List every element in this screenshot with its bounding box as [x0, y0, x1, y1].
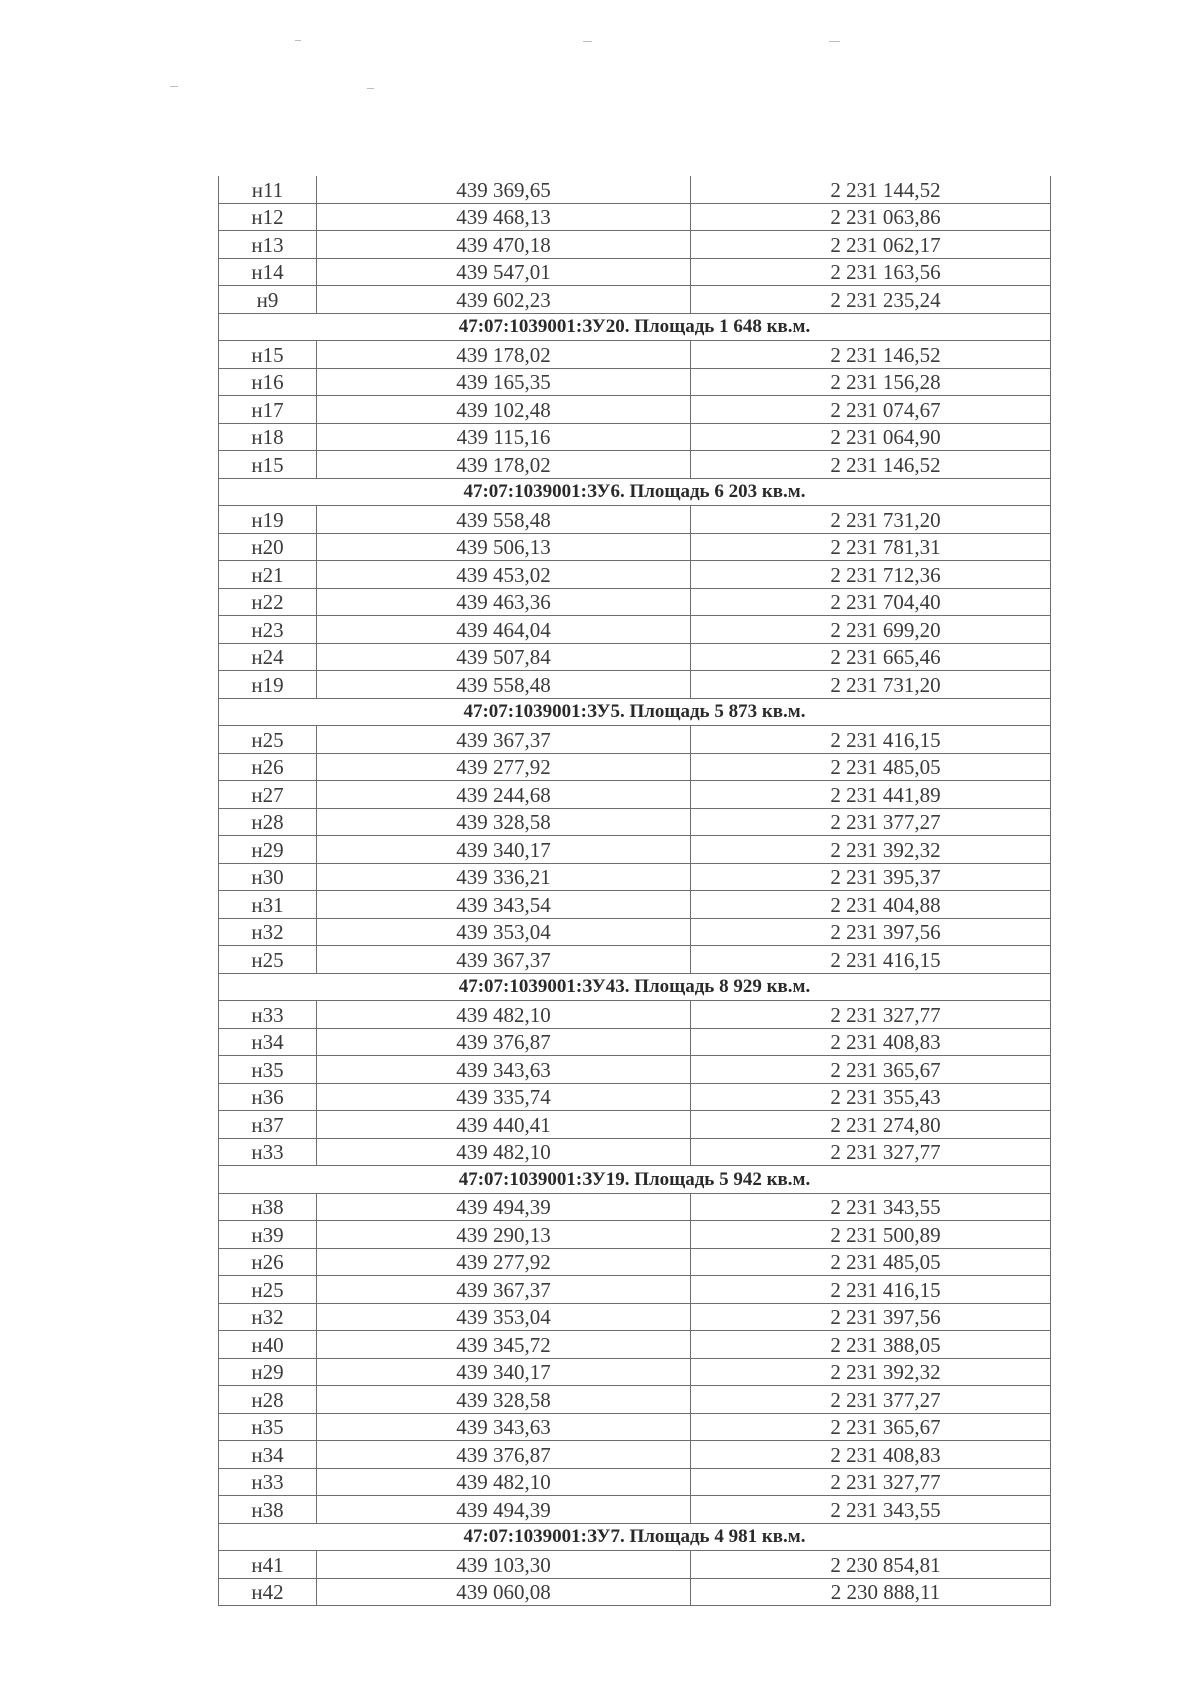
- x-coordinate-cell: 439 102,48: [317, 396, 691, 424]
- y-coordinate-cell: 2 231 408,83: [691, 1028, 1051, 1056]
- x-coordinate-cell: 439 558,48: [317, 671, 691, 699]
- table-row: [219, 1193, 1051, 1221]
- y-coordinate-cell: 2 231 365,67: [691, 1413, 1051, 1441]
- y-coordinate-cell: 2 231 485,05: [691, 1248, 1051, 1276]
- y-coordinate-cell: 2 231 163,56: [691, 258, 1051, 286]
- point-name-cell: н15: [219, 341, 317, 369]
- point-name-cell: н19: [219, 671, 317, 699]
- point-name-cell: н23: [219, 616, 317, 644]
- table-row: [219, 341, 1051, 369]
- point-name-cell: н29: [219, 836, 317, 864]
- point-name-cell: н15: [219, 451, 317, 479]
- y-coordinate-cell: 2 231 731,20: [691, 671, 1051, 699]
- point-name-cell: н38: [219, 1193, 317, 1221]
- y-coordinate-cell: 2 231 397,56: [691, 1303, 1051, 1331]
- x-coordinate-cell: 439 244,68: [317, 781, 691, 809]
- table-row: [219, 1221, 1051, 1249]
- point-name-cell: н33: [219, 1001, 317, 1029]
- point-name-cell: н41: [219, 1551, 317, 1579]
- x-coordinate-cell: 439 468,13: [317, 203, 691, 231]
- coordinates-table-container: [218, 176, 1050, 1606]
- x-coordinate-cell: 439 165,35: [317, 368, 691, 396]
- x-coordinate-cell: 439 336,21: [317, 863, 691, 891]
- x-coordinate-cell: 439 602,23: [317, 286, 691, 314]
- table-row: [219, 368, 1051, 396]
- section-header-row: [219, 973, 1051, 1001]
- x-coordinate-cell: 439 494,39: [317, 1193, 691, 1221]
- table-row: [219, 506, 1051, 534]
- table-row: [219, 286, 1051, 314]
- y-coordinate-cell: 2 231 781,31: [691, 533, 1051, 561]
- y-coordinate-cell: 2 231 365,67: [691, 1056, 1051, 1084]
- table-row: [219, 1138, 1051, 1166]
- table-row: [219, 1413, 1051, 1441]
- point-name-cell: н9: [219, 286, 317, 314]
- x-coordinate-cell: 439 340,17: [317, 836, 691, 864]
- x-coordinate-cell: 439 376,87: [317, 1028, 691, 1056]
- table-row: [219, 1496, 1051, 1524]
- x-coordinate-cell: 439 494,39: [317, 1496, 691, 1524]
- point-name-cell: н17: [219, 396, 317, 424]
- point-name-cell: н12: [219, 203, 317, 231]
- y-coordinate-cell: 2 231 416,15: [691, 726, 1051, 754]
- y-coordinate-cell: 2 231 063,86: [691, 203, 1051, 231]
- point-name-cell: н32: [219, 918, 317, 946]
- x-coordinate-cell: 439 367,37: [317, 1276, 691, 1304]
- y-coordinate-cell: 2 231 064,90: [691, 423, 1051, 451]
- y-coordinate-cell: 2 231 062,17: [691, 231, 1051, 259]
- table-row: [219, 423, 1051, 451]
- point-name-cell: н20: [219, 533, 317, 561]
- y-coordinate-cell: 2 231 377,27: [691, 1386, 1051, 1414]
- y-coordinate-cell: 2 231 156,28: [691, 368, 1051, 396]
- scan-mark: [170, 86, 178, 87]
- table-row: [219, 1358, 1051, 1386]
- table-row: [219, 1551, 1051, 1579]
- table-row: [219, 891, 1051, 919]
- point-name-cell: н22: [219, 588, 317, 616]
- table-row: [219, 1578, 1051, 1606]
- table-row: [219, 1248, 1051, 1276]
- y-coordinate-cell: 2 231 416,15: [691, 946, 1051, 974]
- section-title: 47:07:1039001:ЗУ20. Площадь 1 648 кв.м.: [219, 313, 1051, 341]
- table-row: [219, 561, 1051, 589]
- y-coordinate-cell: 2 231 146,52: [691, 451, 1051, 479]
- table-row: [219, 176, 1051, 203]
- point-name-cell: н40: [219, 1331, 317, 1359]
- y-coordinate-cell: 2 231 408,83: [691, 1441, 1051, 1469]
- y-coordinate-cell: 2 231 441,89: [691, 781, 1051, 809]
- y-coordinate-cell: 2 231 146,52: [691, 341, 1051, 369]
- table-row: [219, 1056, 1051, 1084]
- x-coordinate-cell: 439 376,87: [317, 1441, 691, 1469]
- x-coordinate-cell: 439 178,02: [317, 341, 691, 369]
- y-coordinate-cell: 2 230 854,81: [691, 1551, 1051, 1579]
- x-coordinate-cell: 439 507,84: [317, 643, 691, 671]
- x-coordinate-cell: 439 367,37: [317, 946, 691, 974]
- scan-mark: [583, 41, 592, 42]
- point-name-cell: н11: [219, 176, 317, 203]
- y-coordinate-cell: 2 231 343,55: [691, 1193, 1051, 1221]
- scan-mark: [829, 41, 840, 42]
- table-row: [219, 1386, 1051, 1414]
- table-row: [219, 258, 1051, 286]
- point-name-cell: н34: [219, 1441, 317, 1469]
- x-coordinate-cell: 439 328,58: [317, 1386, 691, 1414]
- x-coordinate-cell: 439 482,10: [317, 1468, 691, 1496]
- table-row: [219, 1028, 1051, 1056]
- y-coordinate-cell: 2 231 343,55: [691, 1496, 1051, 1524]
- y-coordinate-cell: 2 231 397,56: [691, 918, 1051, 946]
- table-row: [219, 1468, 1051, 1496]
- table-row: [219, 918, 1051, 946]
- point-name-cell: н18: [219, 423, 317, 451]
- section-header-row: [219, 698, 1051, 726]
- y-coordinate-cell: 2 231 392,32: [691, 1358, 1051, 1386]
- point-name-cell: н35: [219, 1056, 317, 1084]
- point-name-cell: н26: [219, 1248, 317, 1276]
- x-coordinate-cell: 439 353,04: [317, 1303, 691, 1331]
- x-coordinate-cell: 439 558,48: [317, 506, 691, 534]
- x-coordinate-cell: 439 343,54: [317, 891, 691, 919]
- section-title: 47:07:1039001:ЗУ19. Площадь 5 942 кв.м.: [219, 1166, 1051, 1194]
- section-header-row: [219, 478, 1051, 506]
- point-name-cell: н27: [219, 781, 317, 809]
- y-coordinate-cell: 2 231 731,20: [691, 506, 1051, 534]
- table-row: [219, 671, 1051, 699]
- point-name-cell: н25: [219, 726, 317, 754]
- x-coordinate-cell: 439 277,92: [317, 1248, 691, 1276]
- point-name-cell: н38: [219, 1496, 317, 1524]
- section-header-row: [219, 1523, 1051, 1551]
- y-coordinate-cell: 2 231 327,77: [691, 1001, 1051, 1029]
- table-row: [219, 1441, 1051, 1469]
- x-coordinate-cell: 439 343,63: [317, 1413, 691, 1441]
- point-name-cell: н25: [219, 1276, 317, 1304]
- y-coordinate-cell: 2 231 392,32: [691, 836, 1051, 864]
- table-row: [219, 726, 1051, 754]
- x-coordinate-cell: 439 440,41: [317, 1111, 691, 1139]
- y-coordinate-cell: 2 231 327,77: [691, 1138, 1051, 1166]
- point-name-cell: н29: [219, 1358, 317, 1386]
- table-row: [219, 203, 1051, 231]
- y-coordinate-cell: 2 231 274,80: [691, 1111, 1051, 1139]
- point-name-cell: н35: [219, 1413, 317, 1441]
- y-coordinate-cell: 2 231 404,88: [691, 891, 1051, 919]
- table-row: [219, 643, 1051, 671]
- y-coordinate-cell: 2 231 235,24: [691, 286, 1051, 314]
- y-coordinate-cell: 2 231 355,43: [691, 1083, 1051, 1111]
- coordinates-table: [218, 176, 1051, 1606]
- y-coordinate-cell: 2 230 888,11: [691, 1578, 1051, 1606]
- x-coordinate-cell: 439 369,65: [317, 176, 691, 203]
- table-row: [219, 451, 1051, 479]
- x-coordinate-cell: 439 464,04: [317, 616, 691, 644]
- section-header-row: [219, 313, 1051, 341]
- point-name-cell: н32: [219, 1303, 317, 1331]
- table-row: [219, 863, 1051, 891]
- point-name-cell: н33: [219, 1468, 317, 1496]
- y-coordinate-cell: 2 231 665,46: [691, 643, 1051, 671]
- point-name-cell: н21: [219, 561, 317, 589]
- point-name-cell: н13: [219, 231, 317, 259]
- y-coordinate-cell: 2 231 500,89: [691, 1221, 1051, 1249]
- table-row: [219, 808, 1051, 836]
- y-coordinate-cell: 2 231 377,27: [691, 808, 1051, 836]
- y-coordinate-cell: 2 231 699,20: [691, 616, 1051, 644]
- x-coordinate-cell: 439 547,01: [317, 258, 691, 286]
- x-coordinate-cell: 439 367,37: [317, 726, 691, 754]
- x-coordinate-cell: 439 290,13: [317, 1221, 691, 1249]
- scan-mark: [295, 40, 301, 41]
- x-coordinate-cell: 439 340,17: [317, 1358, 691, 1386]
- y-coordinate-cell: 2 231 485,05: [691, 753, 1051, 781]
- y-coordinate-cell: 2 231 712,36: [691, 561, 1051, 589]
- table-row: [219, 588, 1051, 616]
- point-name-cell: н26: [219, 753, 317, 781]
- point-name-cell: н24: [219, 643, 317, 671]
- section-title: 47:07:1039001:ЗУ43. Площадь 8 929 кв.м.: [219, 973, 1051, 1001]
- x-coordinate-cell: 439 482,10: [317, 1001, 691, 1029]
- point-name-cell: н30: [219, 863, 317, 891]
- x-coordinate-cell: 439 453,02: [317, 561, 691, 589]
- point-name-cell: н28: [219, 1386, 317, 1414]
- x-coordinate-cell: 439 115,16: [317, 423, 691, 451]
- y-coordinate-cell: 2 231 327,77: [691, 1468, 1051, 1496]
- point-name-cell: н16: [219, 368, 317, 396]
- point-name-cell: н19: [219, 506, 317, 534]
- x-coordinate-cell: 439 343,63: [317, 1056, 691, 1084]
- point-name-cell: н36: [219, 1083, 317, 1111]
- table-row: [219, 946, 1051, 974]
- y-coordinate-cell: 2 231 074,67: [691, 396, 1051, 424]
- x-coordinate-cell: 439 060,08: [317, 1578, 691, 1606]
- table-row: [219, 1276, 1051, 1304]
- y-coordinate-cell: 2 231 144,52: [691, 176, 1051, 203]
- section-header-row: [219, 1166, 1051, 1194]
- section-title: 47:07:1039001:ЗУ5. Площадь 5 873 кв.м.: [219, 698, 1051, 726]
- y-coordinate-cell: 2 231 395,37: [691, 863, 1051, 891]
- x-coordinate-cell: 439 470,18: [317, 231, 691, 259]
- point-name-cell: н25: [219, 946, 317, 974]
- point-name-cell: н34: [219, 1028, 317, 1056]
- table-row: [219, 231, 1051, 259]
- table-row: [219, 616, 1051, 644]
- table-row: [219, 1001, 1051, 1029]
- table-row: [219, 781, 1051, 809]
- point-name-cell: н31: [219, 891, 317, 919]
- section-title: 47:07:1039001:ЗУ6. Площадь 6 203 кв.м.: [219, 478, 1051, 506]
- table-row: [219, 1111, 1051, 1139]
- x-coordinate-cell: 439 335,74: [317, 1083, 691, 1111]
- table-row: [219, 753, 1051, 781]
- table-row: [219, 836, 1051, 864]
- x-coordinate-cell: 439 103,30: [317, 1551, 691, 1579]
- x-coordinate-cell: 439 353,04: [317, 918, 691, 946]
- x-coordinate-cell: 439 506,13: [317, 533, 691, 561]
- x-coordinate-cell: 439 482,10: [317, 1138, 691, 1166]
- point-name-cell: н37: [219, 1111, 317, 1139]
- y-coordinate-cell: 2 231 704,40: [691, 588, 1051, 616]
- point-name-cell: н33: [219, 1138, 317, 1166]
- point-name-cell: н42: [219, 1578, 317, 1606]
- point-name-cell: н14: [219, 258, 317, 286]
- table-row: [219, 1083, 1051, 1111]
- point-name-cell: н39: [219, 1221, 317, 1249]
- table-row: [219, 1331, 1051, 1359]
- section-title: 47:07:1039001:ЗУ7. Площадь 4 981 кв.м.: [219, 1523, 1051, 1551]
- x-coordinate-cell: 439 345,72: [317, 1331, 691, 1359]
- y-coordinate-cell: 2 231 416,15: [691, 1276, 1051, 1304]
- table-row: [219, 396, 1051, 424]
- scan-mark: [367, 88, 374, 89]
- table-row: [219, 533, 1051, 561]
- table-row: [219, 1303, 1051, 1331]
- x-coordinate-cell: 439 328,58: [317, 808, 691, 836]
- coordinates-table-body: [219, 176, 1051, 1606]
- x-coordinate-cell: 439 277,92: [317, 753, 691, 781]
- x-coordinate-cell: 439 178,02: [317, 451, 691, 479]
- point-name-cell: н28: [219, 808, 317, 836]
- y-coordinate-cell: 2 231 388,05: [691, 1331, 1051, 1359]
- x-coordinate-cell: 439 463,36: [317, 588, 691, 616]
